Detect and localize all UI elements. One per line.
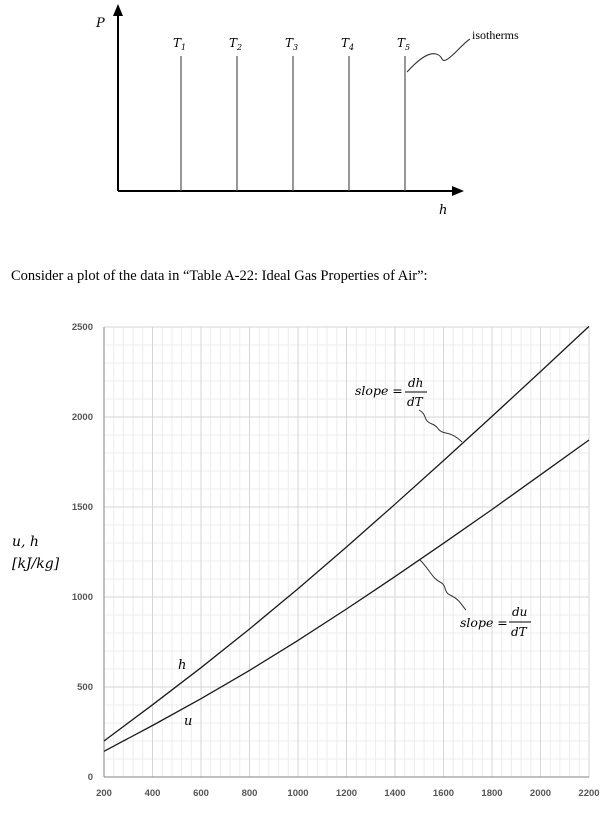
x-tick-label: 200 bbox=[96, 788, 112, 799]
x-tick-label: 2200 bbox=[578, 788, 600, 799]
slope-u-denominator: dT bbox=[511, 625, 527, 639]
y-tick-label: 2000 bbox=[71, 412, 93, 423]
p-h-diagram bbox=[0, 0, 616, 230]
slope-h-numerator: dh bbox=[408, 376, 424, 390]
slope-u-numerator: du bbox=[512, 605, 528, 619]
y-axis-label-line1: u, h bbox=[12, 534, 39, 550]
slope-h-annotation bbox=[355, 376, 462, 442]
x-tick-label: 400 bbox=[144, 788, 161, 799]
h-axis-label: h bbox=[439, 203, 448, 218]
x-tick-label: 800 bbox=[241, 788, 258, 799]
caption: Consider a plot of the data in “Table A-22: Ideal Gas Properties of Air”: bbox=[11, 268, 428, 284]
isotherm-label-1: $T_1$ bbox=[173, 36, 187, 52]
isotherm-label-2: $T_2$ bbox=[229, 36, 243, 52]
x-tick-label: 2000 bbox=[529, 788, 552, 799]
slope-u-prefix: slope = bbox=[460, 615, 508, 630]
x-tick-label: 600 bbox=[193, 788, 209, 799]
x-tick-label: 1600 bbox=[432, 788, 455, 799]
y-tick-label: 0 bbox=[87, 772, 93, 783]
isotherm-label-3: $T_3$ bbox=[285, 36, 299, 52]
x-tick-label: 1000 bbox=[287, 788, 309, 799]
y-tick-label: 1000 bbox=[71, 592, 93, 603]
y-tick-label: 2500 bbox=[71, 322, 93, 333]
h-curve-label: h bbox=[177, 658, 187, 673]
isotherm-label-4: $T_4$ bbox=[341, 36, 355, 52]
isotherms-leader bbox=[407, 39, 470, 72]
y-axis-label-line2: [kJ/kg] bbox=[12, 556, 60, 572]
u-curve-label: u bbox=[184, 713, 193, 729]
slope-h-prefix: slope = bbox=[355, 383, 403, 398]
p-axis-arrow bbox=[113, 4, 123, 16]
isotherms-annotation: isotherms bbox=[472, 28, 519, 42]
slope-h-denominator: dT bbox=[407, 395, 423, 409]
isotherm-label-5: $T_5$ bbox=[397, 36, 411, 52]
slope-h-leader bbox=[419, 410, 462, 442]
x-tick-label: 1400 bbox=[384, 788, 406, 799]
slope-u-annotation bbox=[420, 560, 531, 639]
y-axis-label bbox=[12, 531, 59, 575]
p-axis-label: P bbox=[96, 16, 105, 31]
x-tick-label: 1200 bbox=[335, 788, 358, 799]
y-tick-label: 500 bbox=[77, 682, 93, 693]
u-h-chart bbox=[0, 300, 616, 815]
x-tick-label: 1800 bbox=[481, 788, 503, 799]
y-tick-label: 1500 bbox=[71, 502, 93, 513]
h-axis-arrow bbox=[452, 186, 464, 196]
